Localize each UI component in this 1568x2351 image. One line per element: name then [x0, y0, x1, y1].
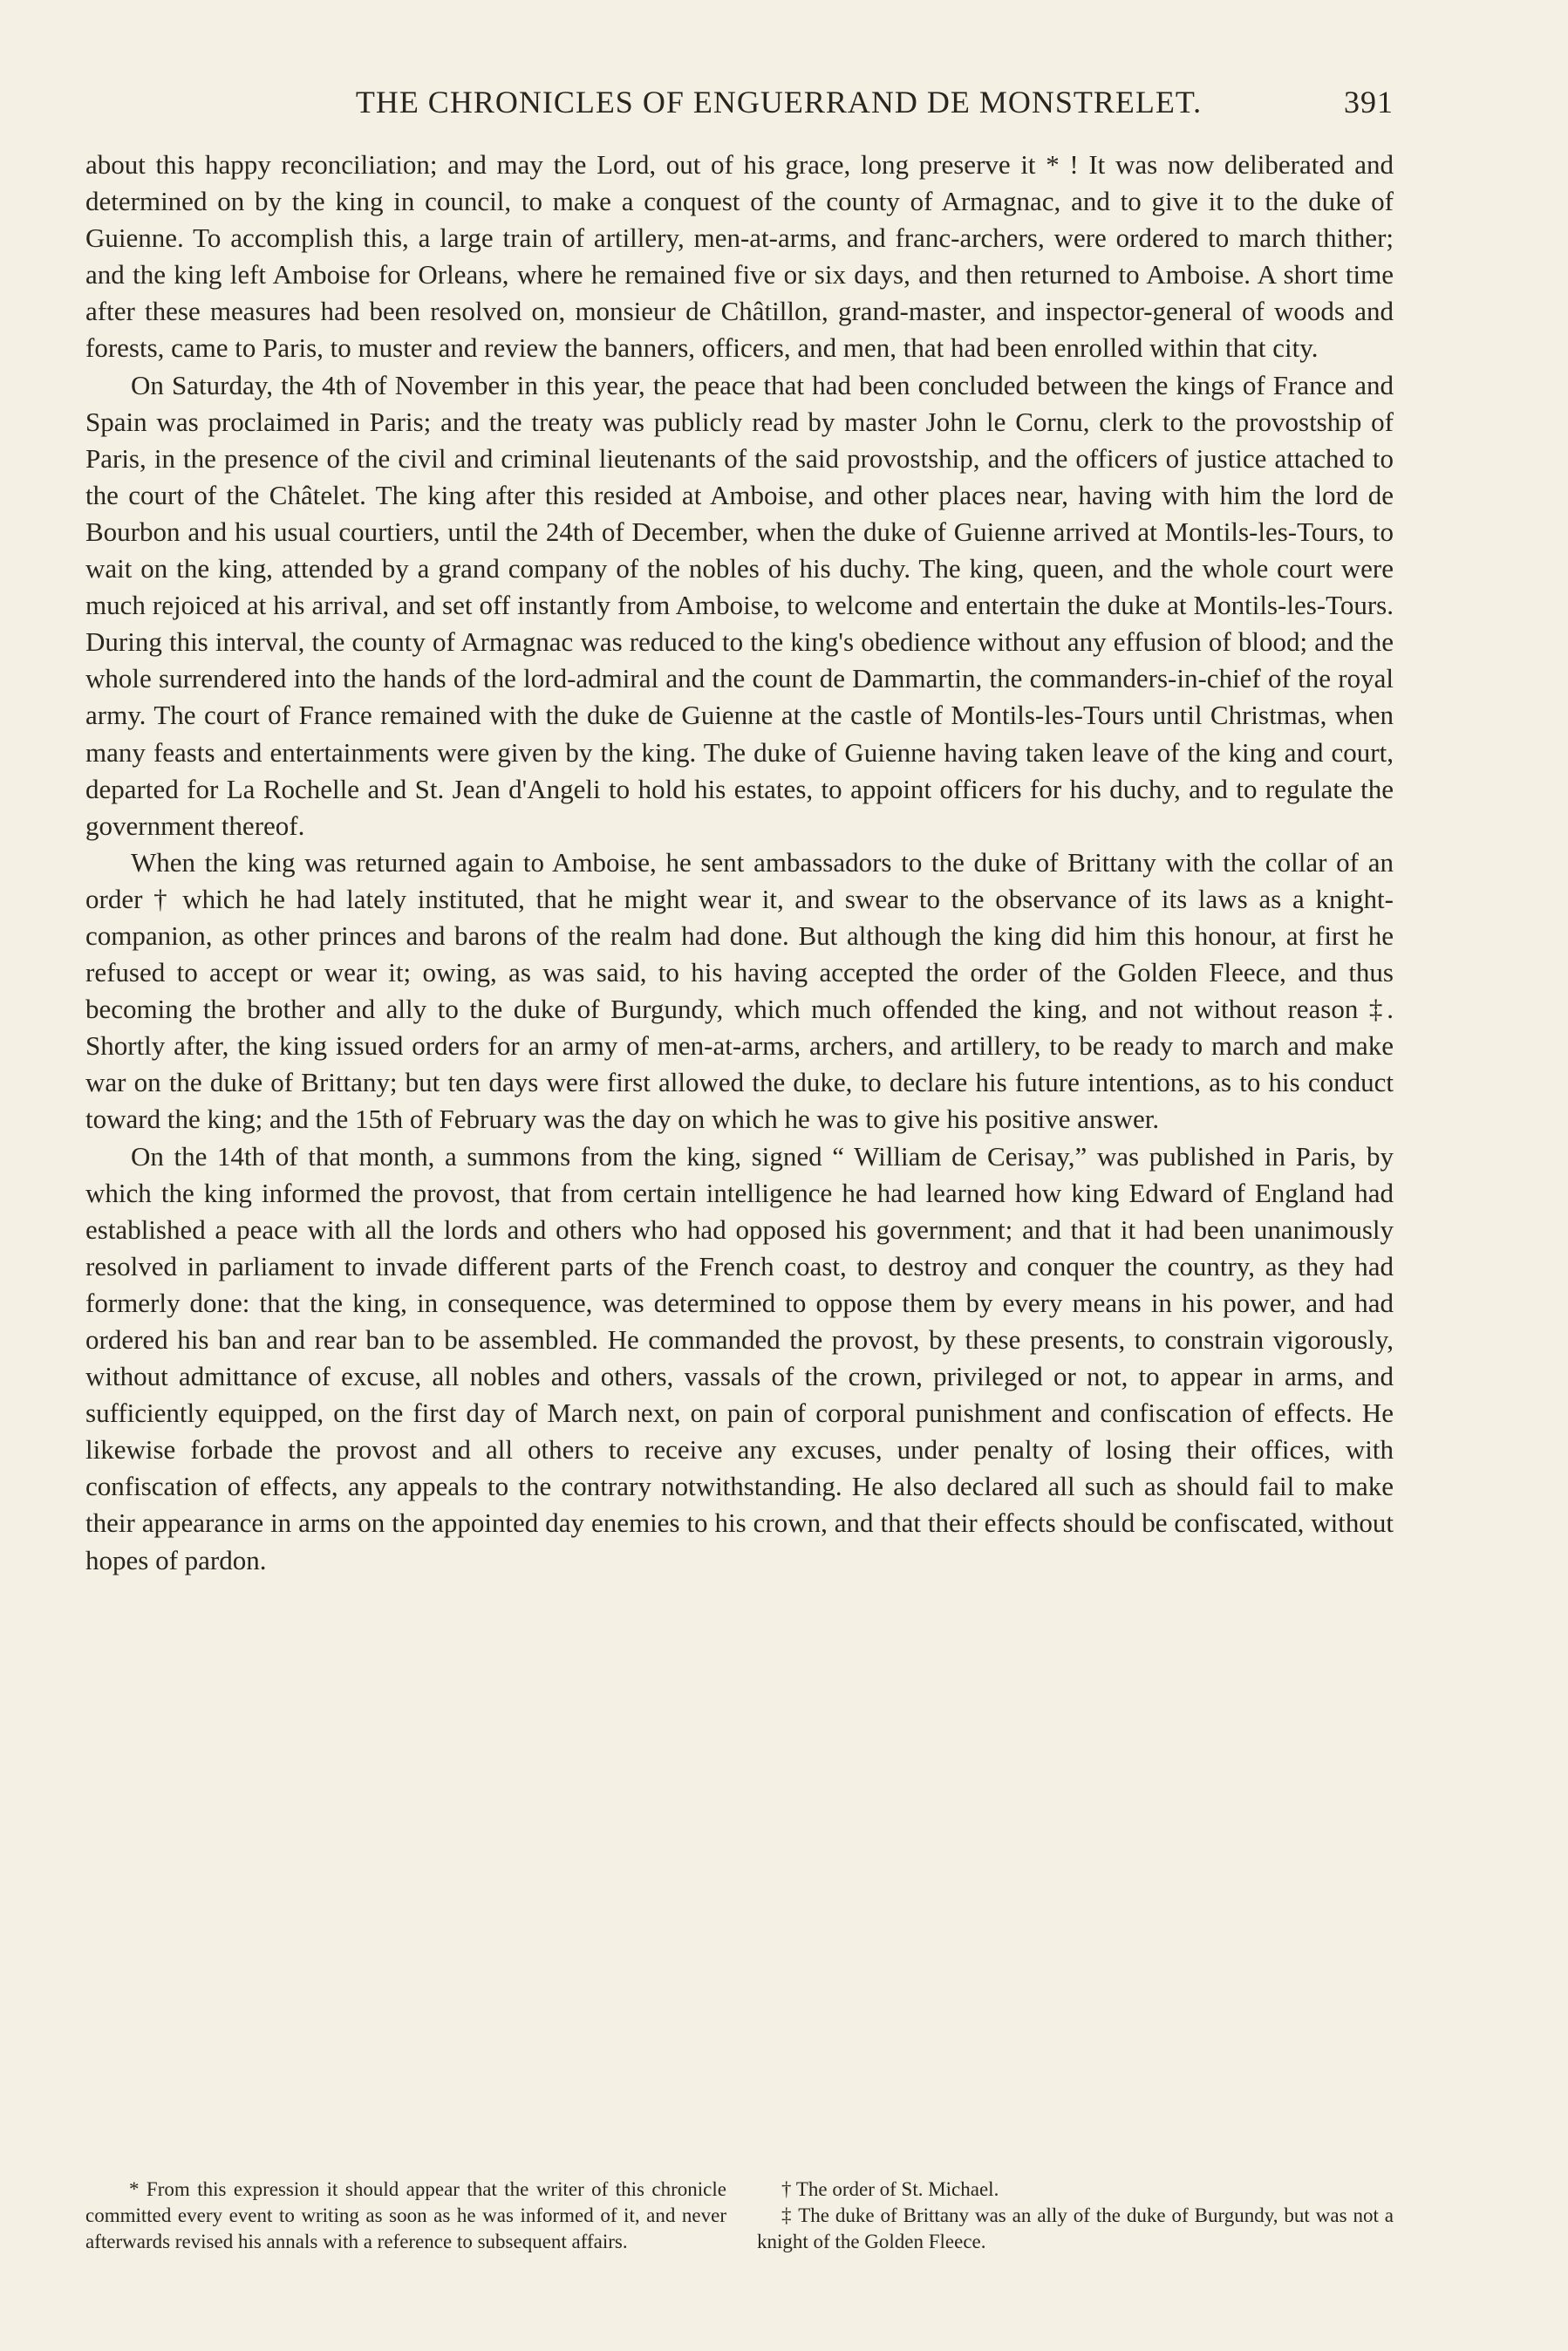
paragraph-3: When the king was returned again to Amboise, he sent ambassadors to the duke of Brittany with the collar of an order † which he had lately instituted, that he might wear it, and swear to the observance of its laws as a knight-companion, as other princes and barons of the realm had done. But although the king did him this honour, at first he refused to accept or wear it; owing, as was said, to his having accepted the order of the Golden Fleece, and thus becoming the brother and ally to the duke of Burgundy, which much offended the king, and not without reason ‡. Shortly after, the king issued orders for an army of men-at-arms, archers, and artillery, to be ready to march and make war on the duke of Brittany; but ten days were first allowed the duke, to declare his future intentions, as to his conduct toward the king; and the 15th of February was the day on which he was to give his positive answer.: [85, 846, 1394, 1135]
paragraph-4: On the 14th of that month, a summons from the king, signed “ William de Cerisay,” was published in Paris, by which the king informed the provost, that from certain intelligence he had learned how king Edward of England had established a peace with all the lords and others who had opposed his government; and that it had been unanimously resolved in parliament to invade different parts of the French coast, to destroy and conquer the country, as they had formerly done: that the king, in consequence, was determined to oppose them by every means in his power, and had ordered his ban and rear ban to be assembled. He commanded the provost, by these presents, to constrain vigorously, without admittance of excuse, all nobles and others, vassals of the crown, privileged or not, to appear in arms, and sufficiently equipped, on the first day of March next, on pain of corporal punishment and confiscation of effects. He likewise forbade the provost and all others to receive any excuses, under penalty of losing their offices, with confiscation of effects, any appeals to the contrary notwithstanding. He also declared all such as should fail to make their appearance in arms on the appointed day enemies to his crown, and that their effects should be confiscated, without hopes of pardon.: [85, 1140, 1394, 1575]
running-head: [85, 84, 1394, 136]
footnote-column-left: [85, 2177, 726, 2255]
body-text: [85, 147, 1394, 1579]
footnotes: [85, 2177, 1394, 2255]
footnote-dagger: † The order of St. Michael.: [781, 2178, 999, 2200]
footnote-double-dagger: ‡ The duke of Brittany was an ally of the duke of Burgundy, but was not a knight of the Golden Fleece.: [757, 2204, 1394, 2252]
paragraph-2: On Saturday, the 4th of November in this year, the peace that had been concluded between the kings of France and Spain was proclaimed in Paris; and the treaty was publicly read by master John le Cornu, clerk to the provostship of Paris, in the presence of the civil and criminal lieutenants of the said provostship, and the officers of justice attached to the court of the Châtelet. The king after this resided at Amboise, and other places near, having with him the lord de Bourbon and his usual courtiers, until the 24th of December, when the duke of Guienne arrived at Montils-les-Tours, to wait on the king, attended by a grand company of the nobles of his duchy. The king, queen, and the whole court were much rejoiced at his arrival, and set off instantly from Amboise, to welcome and entertain the duke at Montils-les-Tours. During this interval, the county of Armagnac was reduced to the king's obedience without any effusion of blood; and the whole surrendered into the hands of the lord-admiral and the count de Dammartin, the commanders-in-chief of the royal army. The court of France remained with the duke de Guienne at the castle of Montils-les-Tours until Christmas, when many feasts and entertainments were given by the king. The duke of Guienne having taken leave of the king and court, departed for La Rochelle and St. Jean d'Angeli to hold his estates, to appoint officers for his duchy, and to regulate the government thereof.: [85, 369, 1394, 841]
page-content: [85, 84, 1394, 1579]
page-number: 391: [1344, 85, 1394, 120]
paragraph-1: about this happy reconciliation; and may the Lord, out of his grace, long preserve it * ! It was now deliberated and determined on by the king in council, to make a conquest of the county of Armagnac, and to give it to the duke of Guienne. To accomplish this, a large train of artillery, men-at-arms, and franc-archers, were ordered to march thither; and the king left Amboise for Orleans, where he remained five or six days, and then returned to Amboise. A short time after these measures had been resolved on, monsieur de Châtillon, grand-master, and inspector-general of woods and forests, came to Paris, to muster and review the banners, officers, and men, that had been enrolled within that city.: [85, 149, 1394, 364]
footnote-column-right: [757, 2177, 1394, 2255]
running-title: THE CHRONICLES OF ENGUERRAND DE MONSTRELET.: [355, 85, 1203, 120]
footnote-asterisk: * From this expression it should appear that the writer of this chronicle committed every event to writing as soon as he was informed of it, and never afterwards revised his annals with a reference to subsequent affairs.: [85, 2178, 726, 2252]
